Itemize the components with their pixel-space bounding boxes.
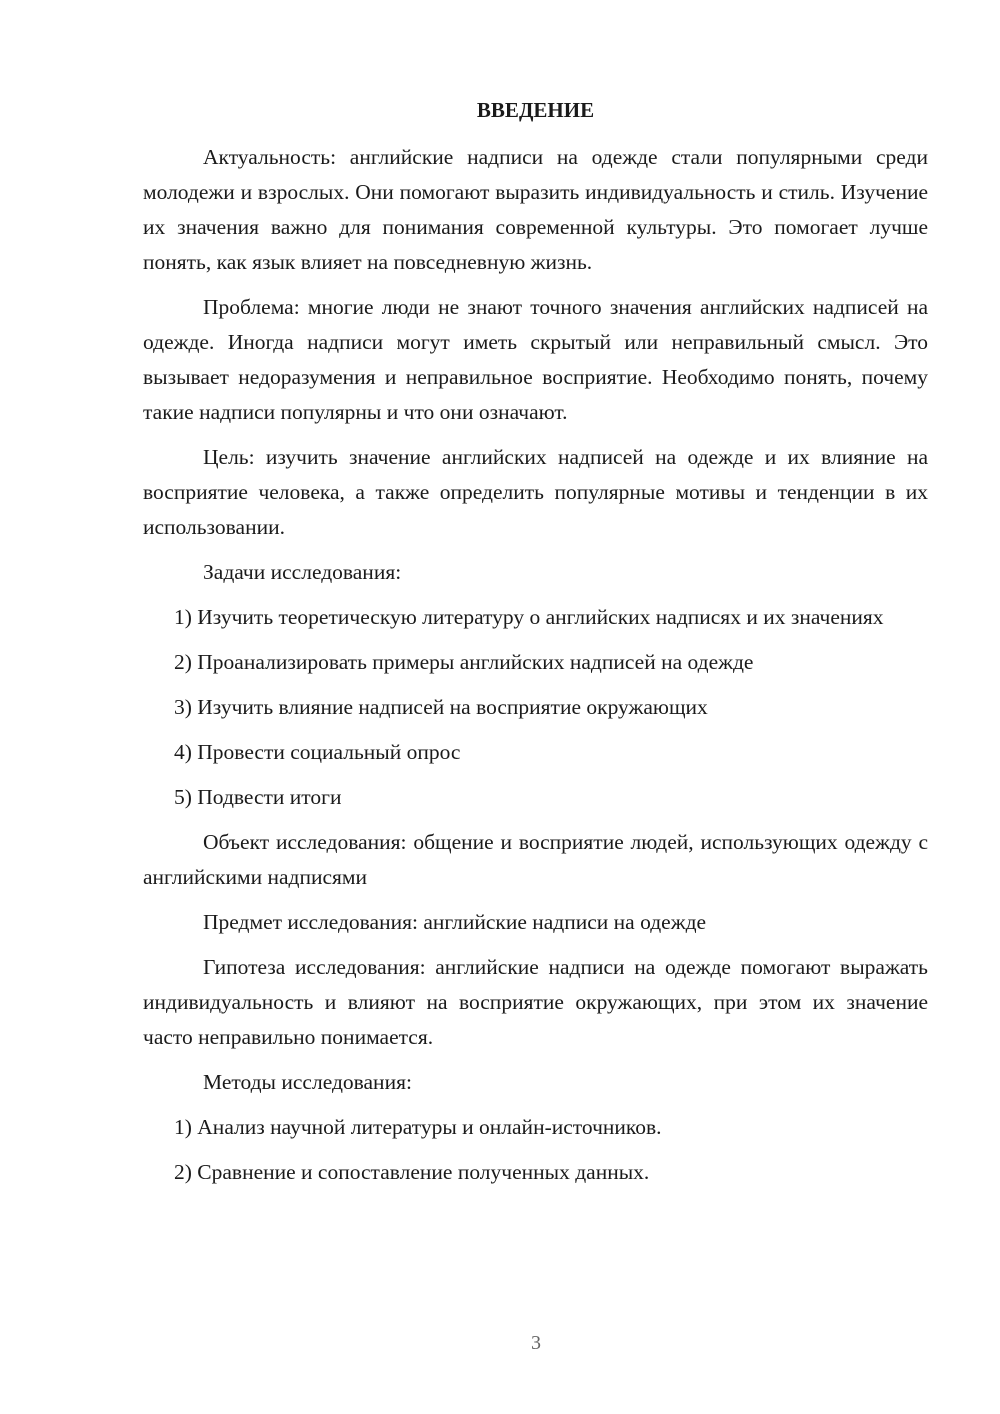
method-item-1: 1) Анализ научной литературы и онлайн-источников. xyxy=(174,1115,662,1139)
task-item-2: 2) Проанализировать примеры английских надписей на одежде xyxy=(174,650,754,674)
task-item-1: 1) Изучить теоретическую литературу о английских надписях и их значениях xyxy=(174,605,884,629)
subject-paragraph: Предмет исследования: английские надписи на одежде xyxy=(203,910,707,934)
task-item-5: 5) Подвести итоги xyxy=(174,785,342,809)
goal-paragraph: Цель: изучить значение английских надписей на одежде и их влияние на восприятие человека, а также определить популярные мотивы и тенденции в их использовании. xyxy=(143,445,928,539)
tasks-heading: Задачи исследования: xyxy=(203,560,402,584)
document-page xyxy=(143,95,928,1200)
object-paragraph: Объект исследования: общение и восприятие людей, использующих одежду с английскими надписями xyxy=(143,830,928,889)
methods-heading: Методы исследования: xyxy=(203,1070,412,1094)
relevance-paragraph: Актуальность: английские надписи на одежде стали популярными среди молодежи и взрослых. Они помогают выразить индивидуальность и стиль. Изучение их значения важно для понимания современной культуры. Это помогает лучше понять, как язык влияет на повседневную жизнь. xyxy=(143,145,928,274)
page-number: 3 xyxy=(531,1332,541,1354)
problem-paragraph: Проблема: многие люди не знают точного значения английских надписей на одежде. Иногда надписи могут иметь скрытый или неправильный смысл. Это вызывает недоразумения и неправильное восприятие. Необходимо понять, почему такие надписи популярны и что они означают. xyxy=(143,295,928,424)
task-item-4: 4) Провести социальный опрос xyxy=(174,740,461,764)
hypothesis-paragraph: Гипотеза исследования: английские надписи на одежде помогают выражать индивидуальность и влияют на восприятие окружающих, при этом их значение часто неправильно понимается. xyxy=(143,955,928,1049)
task-item-3: 3) Изучить влияние надписей на восприятие окружающих xyxy=(174,695,708,719)
method-item-2: 2) Сравнение и сопоставление полученных данных. xyxy=(174,1160,650,1184)
section-title: ВВЕДЕНИЕ xyxy=(476,98,595,122)
